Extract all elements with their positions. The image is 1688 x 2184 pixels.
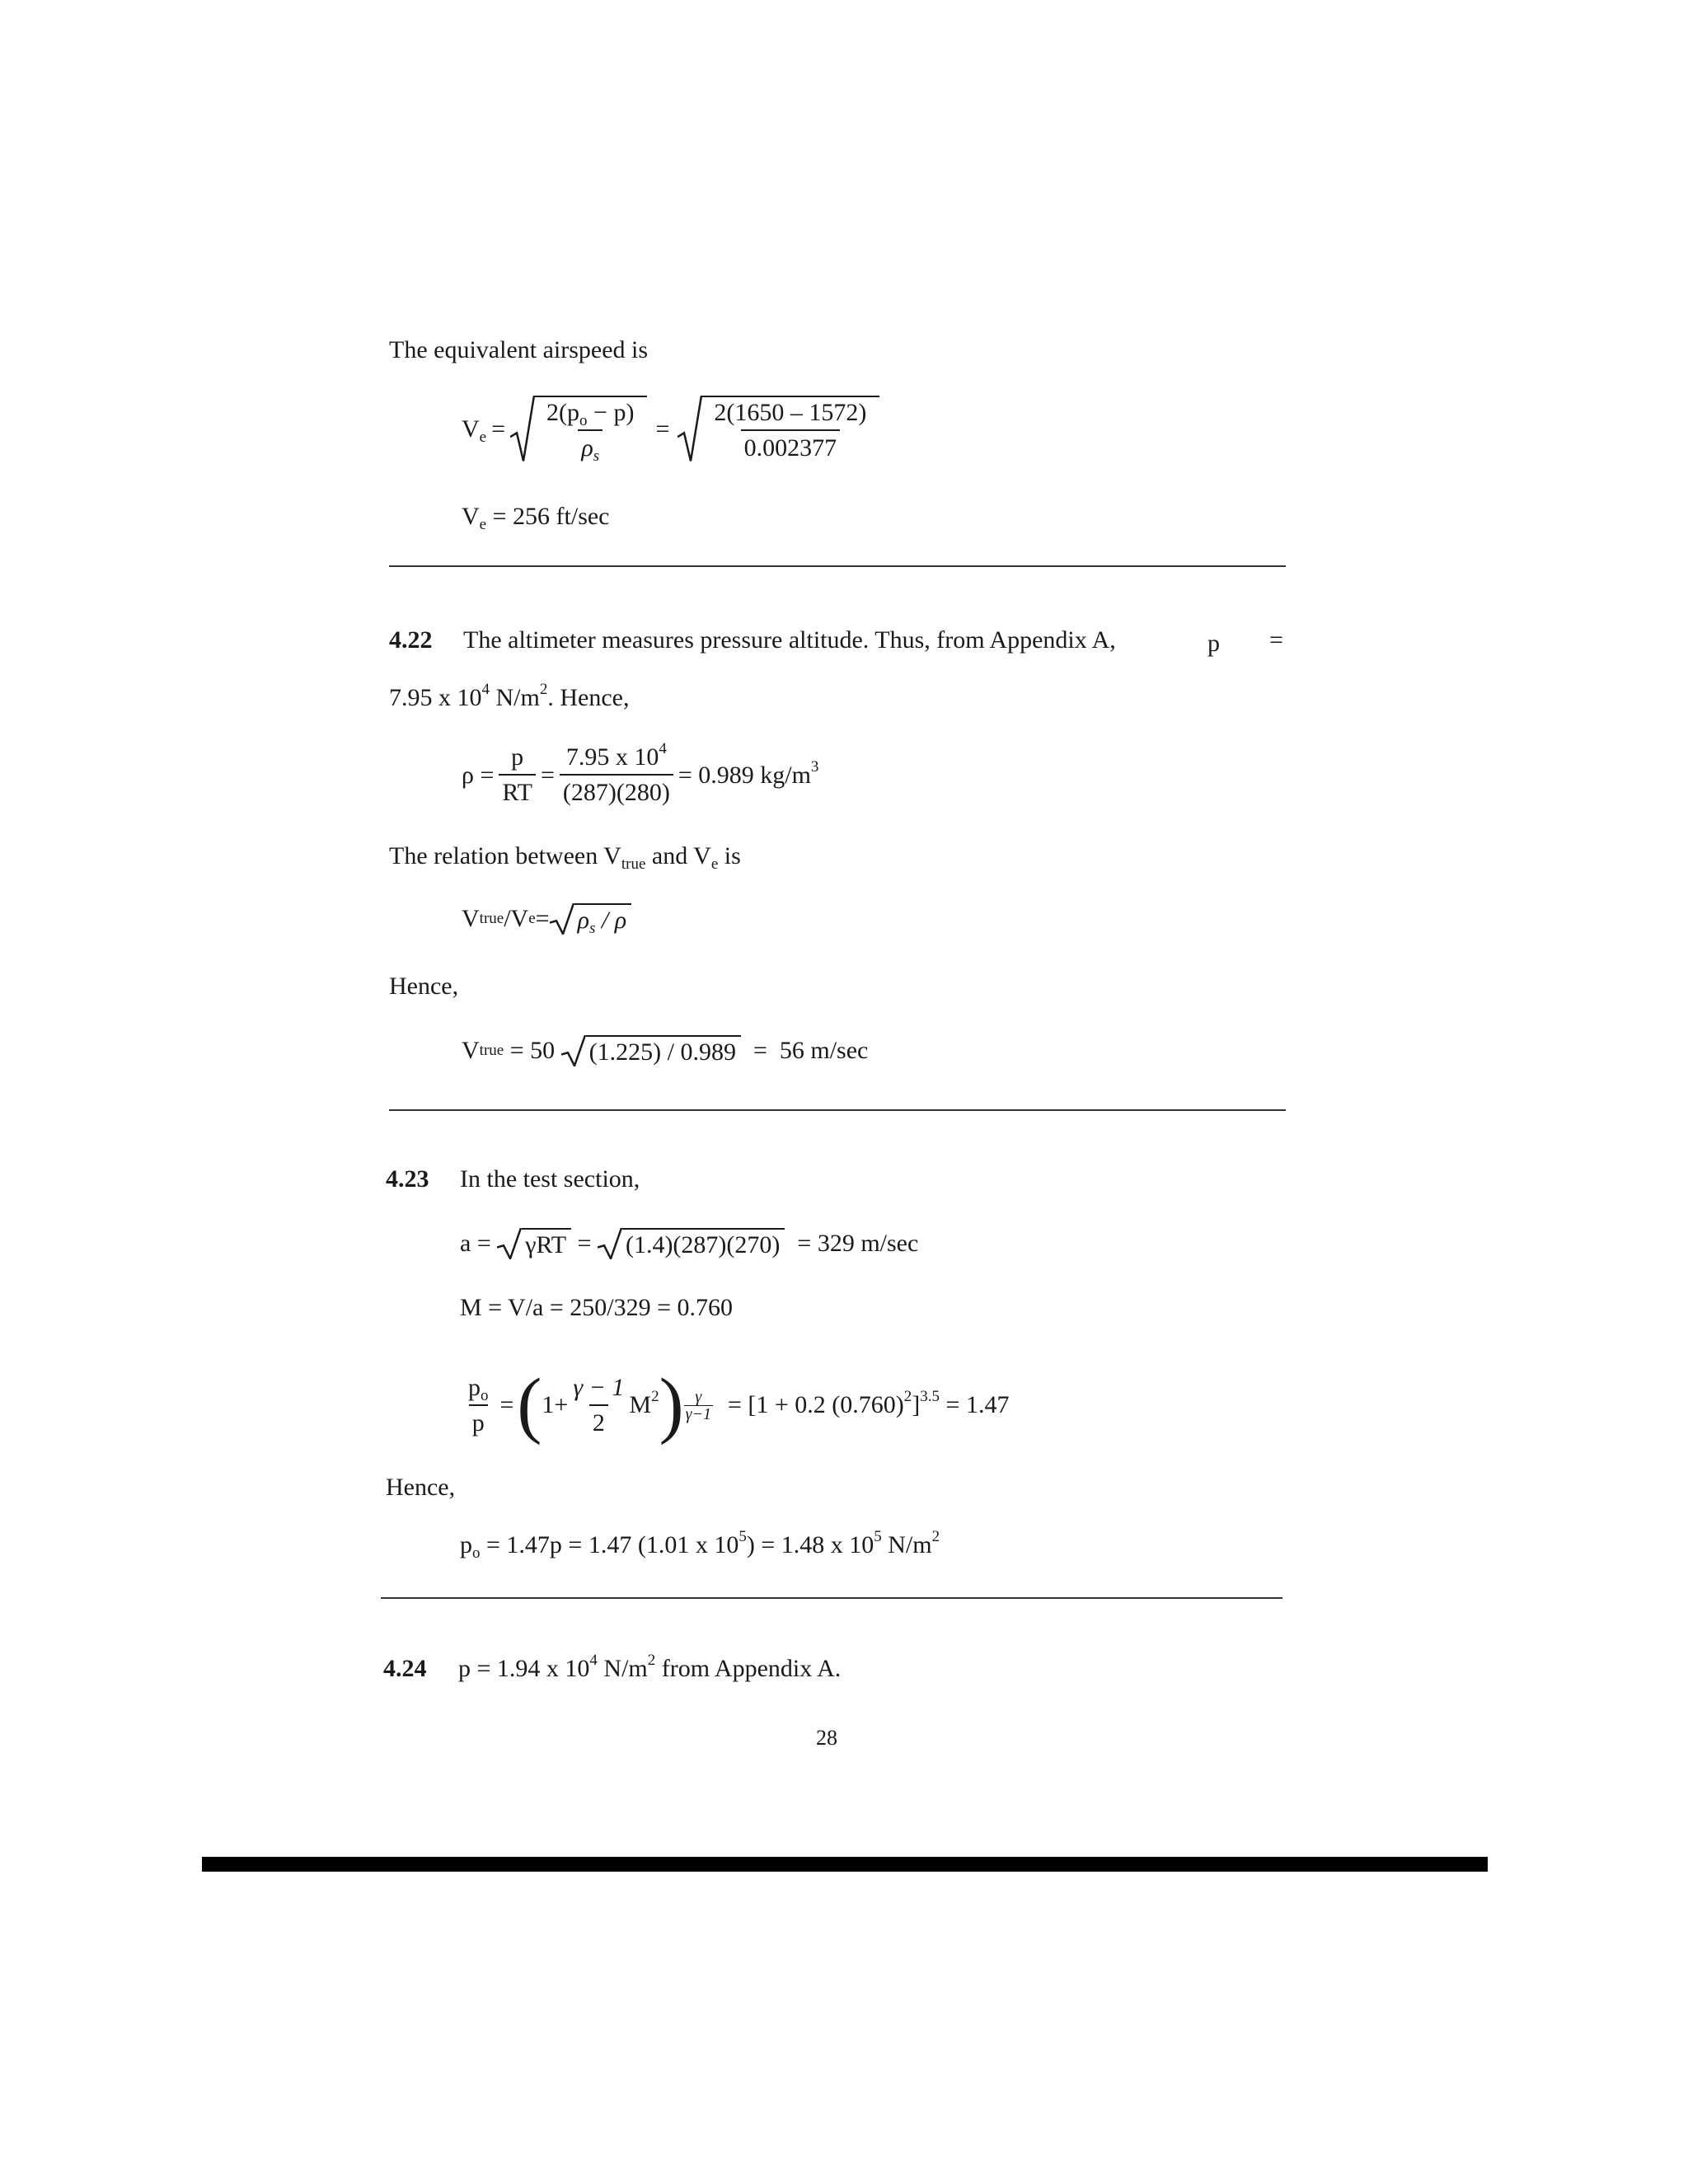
- s422-relation: The relation between $V_{true}$ and $V_e$ is: [389, 842, 741, 873]
- bottom-bar: [202, 1857, 1488, 1872]
- s422-hence: Hence,: [389, 972, 459, 1000]
- equation-equivalent-airspeed: [462, 396, 879, 465]
- equation-velocity-ratio: V true /V e = $\rho_s$ / ρ: [462, 903, 631, 935]
- s422-line1-eq: =: [1269, 626, 1283, 654]
- divider-1: [389, 565, 1286, 567]
- s422-line1-p: p: [1207, 630, 1220, 657]
- s423-hence: Hence,: [386, 1474, 456, 1501]
- equation-density: ρ = $\frac{p}{RT}$ = $\frac{7.95 x 10^4}{(287)(280)}$ = 0.989 $kg/m^3$: [462, 740, 819, 806]
- equivalent-airspeed-result: $V_e = 256$ ft/sec: [462, 503, 610, 533]
- eq1-sqrt-numeric: $\frac{2(1650 - 1572)}{0.002377}$: [678, 396, 879, 462]
- equation-stagnation-pressure: $p_o = 1.47p = 1.47$ (1.01 x $10^5) = 1.48$ x $10^5$ $N/m^2$: [460, 1528, 940, 1562]
- eq1-lhs: $V_e$: [462, 415, 487, 446]
- divider-3: [381, 1597, 1282, 1599]
- section-number-4-24: 4.24: [383, 1655, 427, 1682]
- equation-pressure-ratio: $\frac{p_o}{p}$ = ( 1+ $\frac{\gamma - 1}{2}$ $M^2$ ) $\frac{\gamma}{\gamma-1}$ = [1 + 0.2 $(0.760)^2]^{3.5} = 1.47$: [468, 1364, 1010, 1446]
- equation-speed-of-sound: a = γRT = (1.4)(287)(270) = 329 m/sec: [460, 1230, 919, 1258]
- eq1-equals: =: [491, 415, 506, 443]
- intro-text: The equivalent airspeed is: [389, 336, 649, 363]
- equation-mach: M = V/a = 250/329 = 0.760: [460, 1294, 734, 1321]
- eq1-sqrt-symbolic: $\frac{2(p_o - p)}{\rho_s}$: [510, 396, 647, 462]
- s422-line1: The altimeter measures pressure altitude. Thus, from Appendix A,: [463, 626, 1116, 654]
- section-number-4-23: 4.23: [386, 1165, 429, 1193]
- eq1-equals-2: =: [655, 415, 670, 443]
- divider-2: [389, 1109, 1286, 1111]
- section-number-4-22: 4.22: [389, 626, 433, 654]
- equation-true-velocity: V true = 50 (1.225) / 0.989 = 56 m/sec: [462, 1037, 869, 1066]
- s423-intro: In the test section,: [460, 1165, 640, 1193]
- page-number: 28: [816, 1726, 837, 1750]
- s424-text: p = 1.94 x $10^4$ $N/m^2$ from Appendix A.: [458, 1652, 842, 1682]
- s422-line2: 7.95 x $10^4$ $N/m^2$. Hence,: [389, 681, 630, 711]
